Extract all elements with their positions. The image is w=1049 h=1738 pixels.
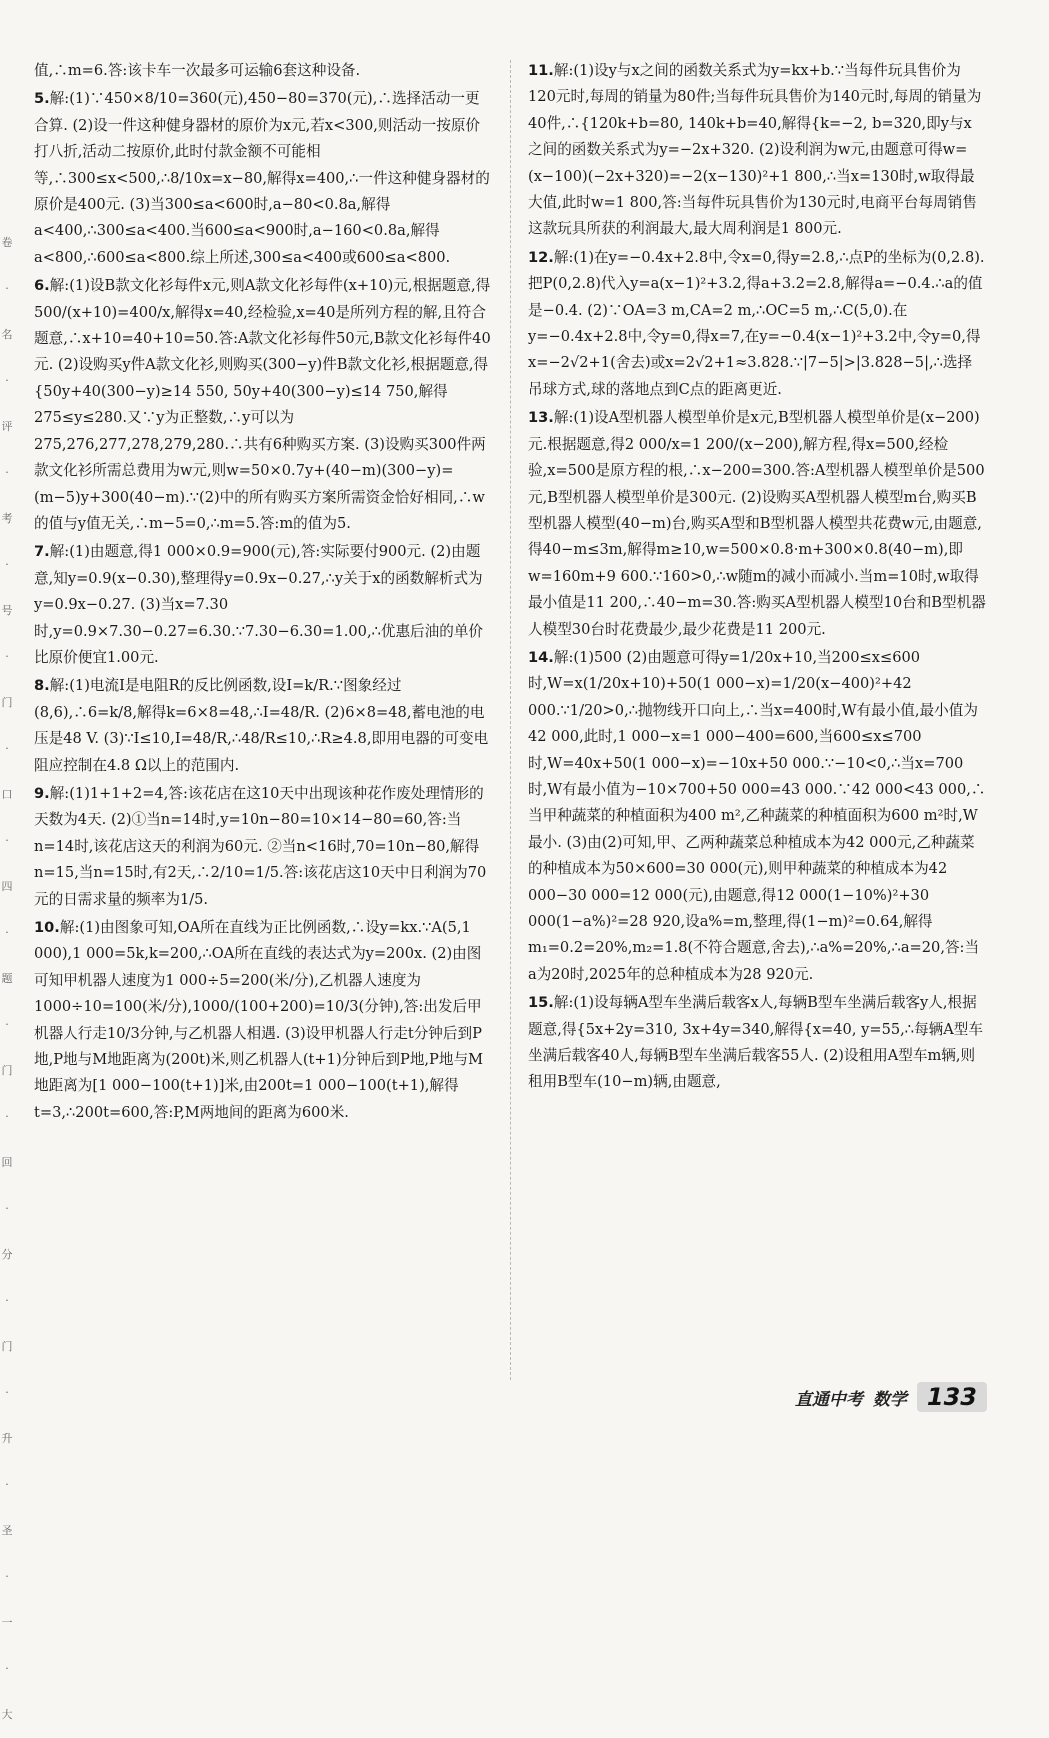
column-divider bbox=[510, 60, 511, 1380]
page-number: 133 bbox=[917, 1382, 987, 1412]
question-number: 9. bbox=[34, 784, 50, 802]
question-number: 6. bbox=[34, 277, 50, 295]
right-column bbox=[528, 58, 986, 1098]
solution-body: 解:(1)设每辆A型车坐满后载客x人,每辆B型车坐满后载客y人,根据题意,得{5x+2y=310, 3x+4y=340,解得{x=40, y=55,∴每辆A型车坐满后载客40人,每辆B型车坐满后载客55人. (2)设租用A型车m辆,则租用B型车(10−m)辆,由题意, bbox=[528, 994, 983, 1091]
solution-text bbox=[34, 781, 492, 913]
solution-text bbox=[528, 645, 986, 988]
solution-body: 解:(1)由题意,得1 000×0.9=900(元),答:实际要付900元. (2)由题意,知y=0.9(x−0.30),整理得y=0.9x−0.27,∴y关于x的函数解析式为y=0.9x−0.27. (3)当x=7.30时,y=0.9×7.30−0.27=6.30.∵7.30−6.30=1.00,∴优惠后油的单价比原价便宜1.00元. bbox=[34, 543, 484, 666]
solution-text bbox=[34, 673, 492, 779]
subject-label: 数学 bbox=[872, 1389, 907, 1410]
question-number: 11. bbox=[528, 62, 554, 79]
solution-item bbox=[34, 273, 492, 537]
solution-item bbox=[528, 58, 986, 243]
solution-body: 解:(1)由图象可知,OA所在直线为正比例函数,∴设y=kx.∵A(5,1 000),1 000=5k,k=200,∴OA所在直线的表达式为y=200x. (2)由图可知甲机器人速度为1 000÷5=200(米/分),乙机器人速度为1000÷10=100(米/分),1000/(100+200)=10/3(分钟),答:出发后甲机器人行走10/3分钟,与乙机器人相遇. (3)设甲机器人行走t分钟后到P地,P地与M地距离为(200t)米,则乙机器人(t+1)分钟后到P地,P地与M地距离为[1 000−100(t+1)]米,由200t=1 000−100(t+1),解得t=3,∴200t=600,答:P,M两地间的距离为600米. bbox=[34, 919, 484, 1121]
solution-body: 值,∴m=6.答:该卡车一次最多可运输6套这种设备. bbox=[34, 62, 361, 79]
question-number: 13. bbox=[528, 409, 554, 427]
solution-item bbox=[34, 86, 492, 271]
solution-body: 解:(1)设A型机器人模型单价是x元,B型机器人模型单价是(x−200)元.根据题意,得2 000/x=1 200/(x−200),解方程,得x=500,经检验,x=500是原方程的根,∴x−200=300.答:A型机器人模型单价是500元,B型机器人模型单价是300元. (2)设购买A型机器人模型m台,购买B型机器人模型(40−m)台,购买A型和B型机器人模型共花费w元,由题意,得40−m≤3m,解得m≥10,w=500×0.8·m+300×0.8(40−m),即w=160m+9 600.∵160>0,∴w随m的减小而减小.当m=10时,w取得最小值是11 200,∴40−m=30.答:购买A型机器人模型10台和B型机器人模型30台时花费最少,最少花费是11 200元. bbox=[528, 409, 986, 638]
solution-item bbox=[528, 645, 986, 988]
solution-text bbox=[34, 58, 492, 84]
question-number: 15. bbox=[528, 994, 554, 1012]
solution-text bbox=[528, 990, 986, 1096]
question-number: 10. bbox=[34, 919, 60, 936]
solution-text bbox=[34, 539, 492, 671]
solution-body: 解:(1)1+1+2=4,答:该花店在这10天中出现该种花作废处理情形的天数为4天. (2)①当n=14时,y=10n−80=10×14−80=60,答:当n=14时,该花店这天的利润为60元. ②当n<16时,70=10n−80,解得n=15,当n=15时,有2天,∴2/10=1/5.答:该花店这10天中日利润为70元的日需求量的频率为1/5. bbox=[34, 784, 487, 908]
solution-text bbox=[528, 405, 986, 643]
solution-item bbox=[34, 58, 492, 84]
solution-item bbox=[34, 539, 492, 671]
question-number: 8. bbox=[34, 677, 50, 695]
question-number: 5. bbox=[34, 90, 50, 108]
solution-body: 解:(1)电流I是电阻R的反比例函数,设I=k/R.∵图象经过(8,6),∴6=k/8,解得k=6×8=48,∴I=48/R. (2)6×8=48,蓄电池的电压是48 V. (3)∵I≤10,I=48/R,∴48/R≤10,∴R≥4.8,即用电器的可变电阻应控制在4.8 Ω以上的范围内. bbox=[34, 677, 489, 774]
solution-item bbox=[34, 673, 492, 779]
solution-body: 解:(1)在y=−0.4x+2.8中,令x=0,得y=2.8,∴点P的坐标为(0,2.8).把P(0,2.8)代入y=a(x−1)²+3.2,得a+3.2=2.8,解得a=−0.4.∴a的值是−0.4. (2)∵OA=3 m,CA=2 m,∴OC=5 m,∴C(5,0).在y=−0.4x+2.8中,令y=0,得x=7,在y=−0.4(x−1)²+3.2中,令y=0,得x=−2√2+1(舍去)或x=2√2+1≈3.828.∵|7−5|>|3.828−5|,∴选择吊球方式,球的落地点到C点的距离更近. bbox=[528, 248, 985, 398]
solution-body: 解:(1)∵450×8/10=360(元),450−80=370(元),∴选择活动一更合算. (2)设一件这种健身器材的原价为x元,若x<300,则活动一按原价打八折,活动二按原价,此时付款金额不可能相等,∴300≤x<500,∴8/10x=x−80,解得x=400,∴一件这种健身器材的原价是400元. (3)当300≤a<600时,a−80<0.8a,解得a<400,∴300≤a<400.当600≤a<900时,a−160<0.8a,解得a<800,∴600≤a<800.综上所述,300≤a<400或600≤a<800. bbox=[34, 90, 490, 266]
question-number: 14. bbox=[528, 648, 554, 666]
solution-item bbox=[528, 245, 986, 403]
left-column bbox=[34, 58, 492, 1128]
solution-body: 解:(1)设y与x之间的函数关系式为y=kx+b.∵当每件玩具售价为120元时,每周的销量为80件;当每件玩具售价为140元时,每周的销量为40件,∴{120k+b=80, 140k+b=40,解得{k=−2, b=320,即y与x之间的函数关系式为y=−2x+320. (2)设利润为w元,由题意可得w=(x−100)(−2x+320)=−2(x−130)²+1 800,∴当x=130时,w取得最大值,此时w=1 800,答:当每件玩具售价为130元时,电商平台每周销售这款玩具所获的利润最大,最大周利润是1 800元. bbox=[528, 62, 982, 238]
solution-text bbox=[528, 245, 986, 403]
page-footer bbox=[795, 1380, 987, 1414]
solution-body: 解:(1)设B款文化衫每件x元,则A款文化衫每件(x+10)元,根据题意,得500/(x+10)=400/x,解得x=40,经检验,x=40是所列方程的解,且符合题意,∴x+10=40+10=50.答:A款文化衫每件50元,B款文化衫每件40元. (2)设购买y件A款文化衫,则购买(300−y)件B款文化衫,根据题意,得{50y+40(300−y)≥14 550, 50y+40(300−y)≤14 750,解得275≤y≤280.又∵y为正整数,∴y可以为275,276,277,278,279,280.∴共有6种购买方案. (3)设购买300件两款文化衫所需总费用为w元,则w=50×0.7y+(40−m)(300−y)=(m−5)y+300(40−m).∵(2)中的所有购买方案所需资金恰好相同,∴w的值与y值无关,∴m−5=0,∴m=5.答:m的值为5. bbox=[34, 277, 491, 532]
solution-text bbox=[34, 86, 492, 271]
question-number: 12. bbox=[528, 248, 554, 266]
binding-margin-text: 卷 · 名 · 评 · 考 · 号 · 门 · 口 · 四 · 题 · 门 · 回 · 分 · 门 · 升 · 圣 · 一 · 大 bbox=[1, 236, 13, 1721]
book-title: 直通中考 bbox=[794, 1389, 863, 1410]
solution-text bbox=[34, 915, 492, 1126]
solution-body: 解:(1)500 (2)由题意可得y=1/20x+10,当200≤x≤600时,W=x(1/20x+10)+50(1 000−x)=1/20(x−400)²+42 000.∵1/20>0,∴抛物线开口向上,∴当x=400时,W有最小值,最小值为42 000,此时,1 000−x=1 000−400=600,当600≤x≤700时,W=40x+50(1 000−x)=−10x+50 000.∵−10<0,∴当x=700时,W有最小值为−10×700+50 000=43 000.∵42 000<43 000,∴当甲种蔬菜的种植面积为400 m²,乙种蔬菜的种植面积为600 m²时,W最小. (3)由(2)可知,甲、乙两种蔬菜总种植成本为42 000元,乙种蔬菜的种植成本为50×600=30 000(元),则甲种蔬菜的种植成本为42 000−30 000=12 000(元),由题意,得12 000(1−10%)²+30 000(1−a%)²=28 920,设a%=m,整理,得(1−m)²=0.64,解得m₁=0.2=20%,m₂=1.8(不符合题意,舍去),∴a%=20%,∴a=20,答:当a为20时,2025年的总种植成本为28 920元. bbox=[528, 648, 986, 983]
solution-item bbox=[34, 781, 492, 913]
solution-item bbox=[528, 990, 986, 1096]
question-number: 7. bbox=[34, 543, 50, 561]
solution-item bbox=[528, 405, 986, 643]
solution-item bbox=[34, 915, 492, 1126]
solution-text bbox=[34, 273, 492, 537]
solution-text bbox=[528, 58, 986, 243]
